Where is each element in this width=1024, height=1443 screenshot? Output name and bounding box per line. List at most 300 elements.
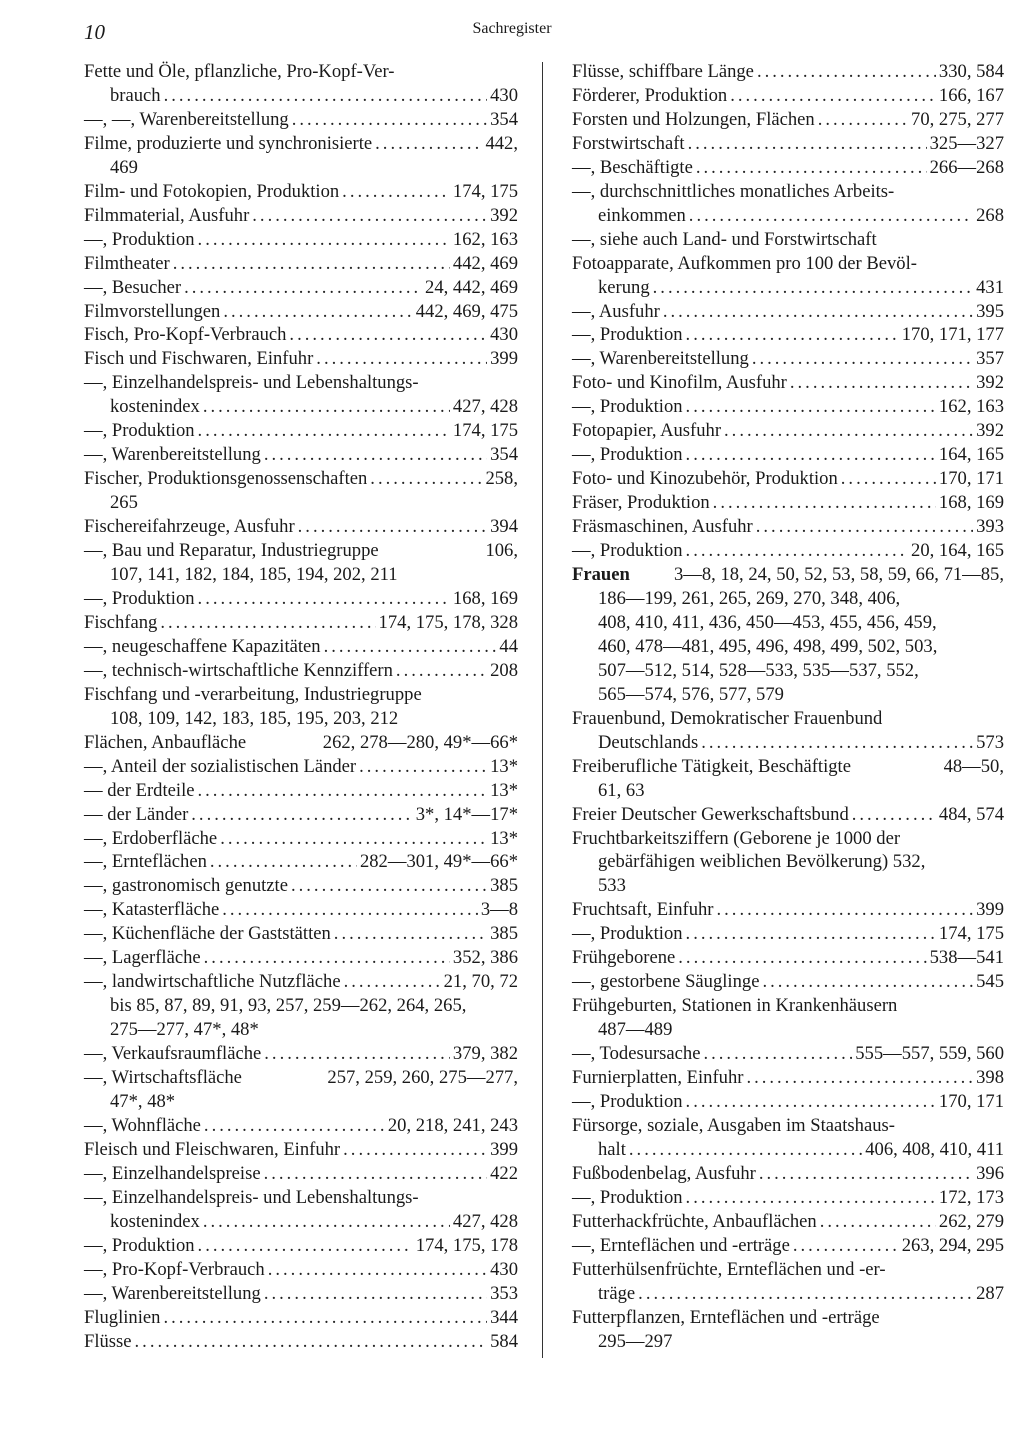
entry-heading-line: Frauenbund, Demokratischer Frauenbund <box>572 707 883 729</box>
index-line <box>84 276 518 300</box>
entry-pages: 174, 175 <box>938 923 1004 945</box>
entry-term: —, Besucher <box>84 276 182 298</box>
index-entry <box>572 515 1004 539</box>
entry-term: kostenindex <box>110 1210 200 1232</box>
index-line <box>84 132 518 156</box>
entry-term: —, Produktion <box>84 420 195 442</box>
entry-heading-line: Fürsorge, soziale, Ausgaben im Staatshaus- <box>572 1114 895 1136</box>
index-line <box>84 300 518 324</box>
dot-leader <box>663 300 973 324</box>
entry-heading-line <box>84 731 518 755</box>
dot-leader <box>223 300 412 324</box>
dot-leader <box>203 395 450 419</box>
entry-term: Forsten und Holzungen, Flächen <box>572 108 815 130</box>
index-line <box>572 731 1004 755</box>
index-entry <box>84 276 518 300</box>
index-line <box>84 1234 518 1258</box>
index-entry <box>572 827 1004 899</box>
dot-leader <box>629 1138 862 1162</box>
entry-pages: 406, 408, 410, 411 <box>865 1138 1004 1160</box>
entry-term: —, Warenbereitstellung <box>84 1282 261 1304</box>
index-line <box>84 611 518 635</box>
dot-leader <box>688 132 927 156</box>
entry-pages: 263, 294, 295 <box>901 1234 1004 1256</box>
entry-term: kerung <box>598 276 650 298</box>
dot-leader <box>264 1282 487 1306</box>
index-line <box>572 395 1004 419</box>
index-line <box>572 84 1004 108</box>
index-line <box>84 779 518 803</box>
entry-pages: 442, 469, 475 <box>415 300 518 322</box>
index-entry <box>84 1234 518 1258</box>
dot-leader <box>638 1282 973 1306</box>
entry-pages: 13* <box>490 779 518 801</box>
index-entry <box>572 1114 1004 1162</box>
index-entry <box>84 850 518 874</box>
entry-pages: 174, 175, 178 <box>415 1234 518 1256</box>
index-entry <box>84 970 518 1042</box>
index-line <box>84 1282 518 1306</box>
index-line <box>572 347 1004 371</box>
index-line <box>84 515 518 539</box>
index-entry <box>84 132 518 180</box>
entry-term: Furnierplatten, Einfuhr <box>572 1067 744 1089</box>
dot-leader <box>184 276 422 300</box>
entry-term: —, Produktion <box>572 540 683 562</box>
entry-term: —, technisch-wirtschaftliche Kennziffern <box>84 659 393 681</box>
index-line <box>572 443 1004 467</box>
index-line <box>572 300 1004 324</box>
entry-term: —, Produktion <box>84 228 195 250</box>
entry-continuation: 408, 410, 411, 436, 450—453, 455, 456, 459, <box>598 611 937 633</box>
index-line <box>84 587 518 611</box>
dot-leader <box>686 323 899 347</box>
entry-pages: 394 <box>490 516 518 538</box>
index-entry <box>572 707 1004 755</box>
index-line <box>84 898 518 922</box>
dot-leader <box>298 515 487 539</box>
entry-pages: 282—301, 49*—66* <box>359 851 518 873</box>
index-line <box>572 515 1004 539</box>
entry-term: Fräsmaschinen, Ausfuhr <box>572 516 753 538</box>
entry-pages: 208 <box>490 659 518 681</box>
index-line <box>84 1162 518 1186</box>
entry-pages: 399 <box>490 1138 518 1160</box>
dot-leader <box>289 323 487 347</box>
entry-term: —, Ernteflächen <box>84 851 207 873</box>
index-line <box>572 539 1004 563</box>
index-entry <box>84 443 518 467</box>
index-line <box>572 419 1004 443</box>
entry-heading-line <box>84 1066 518 1090</box>
dot-leader <box>198 1234 413 1258</box>
dot-leader <box>653 276 973 300</box>
index-entry <box>572 371 1004 395</box>
entry-continuation: 61, 63 <box>598 779 645 801</box>
entry-term: Fischereifahrzeuge, Ausfuhr <box>84 516 295 538</box>
index-line <box>84 108 518 132</box>
entry-continuation: 487—489 <box>598 1019 673 1041</box>
index-line <box>84 922 518 946</box>
entry-term: —, Produktion <box>572 324 683 346</box>
entry-term: —, Küchenfläche der Gaststätten <box>84 923 331 945</box>
entry-pages: 584 <box>490 1330 518 1352</box>
dot-leader <box>686 539 908 563</box>
entry-term: —, Ausfuhr <box>572 300 660 322</box>
entry-pages: 395 <box>976 300 1004 322</box>
index-line <box>84 635 518 659</box>
entry-continuation: 507—512, 514, 528—533, 535—537, 552, <box>598 659 919 681</box>
entry-pages: 266—268 <box>929 156 1004 178</box>
index-entry <box>84 252 518 276</box>
dot-leader <box>173 252 450 276</box>
dot-leader <box>752 347 973 371</box>
entry-pages: 393 <box>976 516 1004 538</box>
page-number: 10 <box>84 20 105 44</box>
index-line <box>84 946 518 970</box>
index-line <box>84 1138 518 1162</box>
entry-pages: 168, 169 <box>452 587 518 609</box>
entry-term: —, gastronomisch genutzte <box>84 875 288 897</box>
entry-term: —, Warenbereitstellung <box>572 348 749 370</box>
entry-pages: 442, <box>485 132 518 154</box>
index-entry <box>84 1258 518 1282</box>
index-entry <box>84 874 518 898</box>
entry-pages: 172, 173 <box>938 1186 1004 1208</box>
entry-term: —, Anteil der sozialistischen Länder <box>84 755 357 777</box>
dot-leader <box>316 347 487 371</box>
entry-term: Flächen, Anbaufläche <box>84 731 247 753</box>
dot-leader <box>678 946 926 970</box>
index-entry <box>572 1258 1004 1306</box>
entry-pages: 258, <box>485 468 518 490</box>
entry-continuation: bis 85, 87, 89, 91, 93, 257, 259—262, 264, 265, <box>110 995 467 1017</box>
dot-leader <box>686 395 936 419</box>
entry-term: — der Länder <box>84 803 189 825</box>
entry-term: —, Produktion <box>572 396 683 418</box>
entry-continuation: 533 <box>598 875 626 897</box>
dot-leader <box>210 850 357 874</box>
index-entry <box>84 946 518 970</box>
dot-leader <box>703 1042 852 1066</box>
index-entry <box>572 1234 1004 1258</box>
entry-pages: 353 <box>490 1282 518 1304</box>
entry-term: Forstwirtschaft <box>572 132 685 154</box>
entry-pages: 20, 218, 241, 243 <box>387 1114 518 1136</box>
entry-term: Flüsse <box>84 1330 132 1352</box>
dot-leader <box>264 1162 488 1186</box>
entry-heading-line: Frühgeburten, Stationen in Krankenhäusern <box>572 995 898 1017</box>
entry-term: —, Beschäftigte <box>572 156 693 178</box>
entry-continuation: 107, 141, 182, 184, 185, 194, 202, 211 <box>110 564 398 586</box>
index-line <box>84 419 518 443</box>
entry-pages: 555—557, 559, 560 <box>855 1043 1004 1065</box>
dot-leader <box>204 946 450 970</box>
entry-term: —, Ernteflächen und -erträge <box>572 1234 790 1256</box>
index-entry <box>572 347 1004 371</box>
entry-term: Förderer, Produktion <box>572 84 728 106</box>
dot-leader <box>686 443 936 467</box>
entry-pages: 3—8 <box>480 899 518 921</box>
dot-leader <box>191 803 412 827</box>
index-line <box>84 252 518 276</box>
entry-pages: 357 <box>976 348 1004 370</box>
dot-leader <box>713 491 936 515</box>
index-line <box>572 922 1004 946</box>
entry-term: Fräser, Produktion <box>572 492 710 514</box>
index-entry <box>84 1162 518 1186</box>
index-entry <box>572 922 1004 946</box>
entry-term: Fleisch und Fleischwaren, Einfuhr <box>84 1138 341 1160</box>
dot-leader <box>724 419 973 443</box>
entry-pages: 170, 171 <box>938 1090 1004 1112</box>
dot-leader <box>359 755 487 779</box>
dot-leader <box>197 779 487 803</box>
entry-pages: 430 <box>490 324 518 346</box>
entry-pages: 385 <box>490 923 518 945</box>
index-line <box>572 1042 1004 1066</box>
index-line <box>572 898 1004 922</box>
entry-term: Freier Deutscher Gewerkschaftsbund <box>572 803 849 825</box>
index-entry <box>84 827 518 851</box>
index-entry <box>572 84 1004 108</box>
index-entry <box>572 491 1004 515</box>
index-entry <box>84 731 518 755</box>
entry-heading-line: Fischfang und -verarbeitung, Industriegruppe <box>84 683 422 705</box>
entry-pages: 442, 469 <box>452 252 518 274</box>
dot-leader <box>689 204 973 228</box>
index-line <box>84 204 518 228</box>
entry-pages: 396 <box>976 1162 1004 1184</box>
index-line <box>572 1162 1004 1186</box>
index-line <box>572 1066 1004 1090</box>
entry-pages: 427, 428 <box>452 396 518 418</box>
entry-term: brauch <box>110 84 161 106</box>
index-entry <box>84 1114 518 1138</box>
index-line <box>84 1042 518 1066</box>
dot-leader <box>344 970 441 994</box>
index-line <box>84 827 518 851</box>
entry-term: kostenindex <box>110 396 200 418</box>
dot-leader <box>686 1090 936 1114</box>
index-line <box>84 1330 518 1354</box>
index-entry <box>572 803 1004 827</box>
entry-pages: 538—541 <box>929 947 1004 969</box>
index-entry <box>84 1066 518 1114</box>
dot-leader <box>730 84 936 108</box>
entry-heading-line: Fruchtbarkeitsziffern (Geborene je 1000 der <box>572 827 901 849</box>
dot-leader <box>163 1306 487 1330</box>
entry-term: —, Erdoberfläche <box>84 827 218 849</box>
dot-leader <box>852 803 936 827</box>
index-line <box>572 1234 1004 1258</box>
dot-leader <box>818 108 908 132</box>
entry-term: —, Lagerfläche <box>84 947 201 969</box>
entry-pages: 3—8, 18, 24, 50, 52, 53, 58, 59, 66, 71—85, <box>673 564 1004 586</box>
entry-pages: 392 <box>976 372 1004 394</box>
index-entry <box>84 204 518 228</box>
entry-continuation: 108, 109, 142, 183, 185, 195, 203, 212 <box>110 707 399 729</box>
dot-leader <box>324 635 497 659</box>
index-line <box>572 60 1004 84</box>
entry-term: Film- und Fotokopien, Produktion <box>84 180 340 202</box>
entry-term: Fotopapier, Ausfuhr <box>572 420 722 442</box>
entry-term: Futterhackfrüchte, Anbauflächen <box>572 1210 817 1232</box>
dot-leader <box>790 371 973 395</box>
index-entry <box>84 1186 518 1234</box>
index-entry <box>84 371 518 419</box>
dot-leader <box>375 132 482 156</box>
running-head: Sachregister <box>472 20 552 37</box>
entry-pages: 170, 171, 177 <box>901 324 1004 346</box>
index-line <box>572 1138 1004 1162</box>
index-entry <box>572 946 1004 970</box>
entry-continuation: 265 <box>110 492 138 514</box>
entry-heading-line: —, Einzelhandelspreis- und Lebenshaltungs- <box>84 1186 419 1208</box>
entry-pages: 330, 584 <box>938 61 1004 82</box>
entry-pages: 422 <box>490 1162 518 1184</box>
index-line <box>84 347 518 371</box>
index-entry <box>572 563 1004 707</box>
index-line <box>84 395 518 419</box>
index-entry <box>84 419 518 443</box>
entry-term: —, Produktion <box>572 1186 683 1208</box>
index-entry <box>572 994 1004 1042</box>
index-line <box>572 467 1004 491</box>
index-line <box>572 371 1004 395</box>
index-entry <box>84 1042 518 1066</box>
index-line <box>572 132 1004 156</box>
entry-heading-line: Fotoapparate, Aufkommen pro 100 der Bevöl- <box>572 252 917 274</box>
entry-term: Filme, produzierte und synchronisierte <box>84 132 373 154</box>
entry-pages: 20, 164, 165 <box>911 540 1004 562</box>
index-line <box>84 850 518 874</box>
entry-term: —, Produktion <box>572 444 683 466</box>
entry-continuation: 275—277, 47*, 48* <box>110 1019 259 1041</box>
index-entry <box>572 60 1004 84</box>
entry-pages: 399 <box>976 899 1004 921</box>
index-column-left <box>84 60 518 1353</box>
entry-term: träge <box>598 1282 636 1304</box>
dot-leader <box>222 898 478 922</box>
entry-term: einkommen <box>598 204 686 226</box>
index-entry <box>84 1330 518 1354</box>
entry-pages: 573 <box>976 731 1004 753</box>
index-entry <box>84 922 518 946</box>
entry-pages: 385 <box>490 875 518 897</box>
entry-pages: 392 <box>976 420 1004 442</box>
entry-pages: 427, 428 <box>452 1210 518 1232</box>
entry-continuation: 469 <box>110 156 138 178</box>
dot-leader <box>759 1162 973 1186</box>
entry-term: Flüsse, schiffbare Länge <box>572 61 754 82</box>
index-entry <box>84 539 518 587</box>
entry-term: —, gestorbene Säuglinge <box>572 971 760 993</box>
dot-leader <box>343 1138 487 1162</box>
index-entry <box>84 803 518 827</box>
index-entry <box>572 156 1004 180</box>
index-entry <box>572 1306 1004 1354</box>
index-line <box>84 970 518 994</box>
dot-leader <box>686 922 936 946</box>
entry-heading-line <box>572 563 1004 587</box>
dot-leader <box>220 827 487 851</box>
entry-term: Filmmaterial, Ausfuhr <box>84 204 250 226</box>
dot-leader <box>291 874 487 898</box>
index-entry <box>84 180 518 204</box>
index-line <box>84 323 518 347</box>
entry-term: —, landwirtschaftliche Nutzfläche <box>84 971 341 993</box>
entry-term: Freiberufliche Tätigkeit, Beschäftigte <box>572 755 851 777</box>
entry-term: Frauen <box>572 564 630 586</box>
entry-pages: 545 <box>976 971 1004 993</box>
entry-pages: 354 <box>490 108 518 130</box>
index-entry <box>572 132 1004 156</box>
entry-pages: 106, <box>485 540 518 562</box>
index-line <box>84 1306 518 1330</box>
dot-leader <box>841 467 936 491</box>
entry-pages: 430 <box>490 1258 518 1280</box>
index-entry <box>572 300 1004 324</box>
entry-term: —, Pro-Kopf-Verbrauch <box>84 1258 265 1280</box>
entry-term: Fluglinien <box>84 1306 161 1328</box>
dot-leader <box>701 731 973 755</box>
index-entry <box>572 539 1004 563</box>
index-entry <box>84 898 518 922</box>
entry-term: —, Katasterfläche <box>84 899 220 921</box>
entry-term: —, Produktion <box>84 1234 195 1256</box>
index-line <box>84 84 518 108</box>
index-entry <box>84 1282 518 1306</box>
entry-pages: 164, 165 <box>938 444 1004 466</box>
dot-leader <box>342 180 450 204</box>
index-entry <box>572 1210 1004 1234</box>
entry-pages: 174, 175, 178, 328 <box>378 611 518 633</box>
entry-term: halt <box>598 1138 626 1160</box>
dot-leader <box>370 467 482 491</box>
dot-leader <box>160 611 375 635</box>
index-entry <box>572 395 1004 419</box>
dot-leader <box>717 898 974 922</box>
index-line <box>84 443 518 467</box>
entry-pages: 174, 175 <box>452 180 518 202</box>
index-line <box>84 803 518 827</box>
index-entry <box>572 1162 1004 1186</box>
dot-leader <box>135 1330 488 1354</box>
index-entry <box>572 323 1004 347</box>
dot-leader <box>334 922 487 946</box>
entry-term: Foto- und Kinofilm, Ausfuhr <box>572 372 787 394</box>
entry-term: Filmvorstellungen <box>84 300 221 322</box>
entry-pages: 430 <box>490 84 518 106</box>
index-line <box>84 1210 518 1234</box>
entry-pages: 268 <box>976 204 1004 226</box>
index-line <box>572 276 1004 300</box>
dot-leader <box>793 1234 899 1258</box>
entry-term: Fußbodenbelag, Ausfuhr <box>572 1162 756 1184</box>
index-entry <box>572 970 1004 994</box>
dot-leader <box>292 108 487 132</box>
entry-pages: 168, 169 <box>938 492 1004 514</box>
entry-heading-line: Futterhülsenfrüchte, Ernteflächen und -er- <box>572 1258 886 1280</box>
index-entry <box>572 108 1004 132</box>
entry-term: —, Todesursache <box>572 1043 701 1065</box>
entry-term: Fisch, Pro-Kopf-Verbrauch <box>84 324 287 346</box>
index-line <box>572 1186 1004 1210</box>
dot-leader <box>820 1210 936 1234</box>
entry-term: —, —, Warenbereitstellung <box>84 108 289 130</box>
index-entry <box>572 467 1004 491</box>
